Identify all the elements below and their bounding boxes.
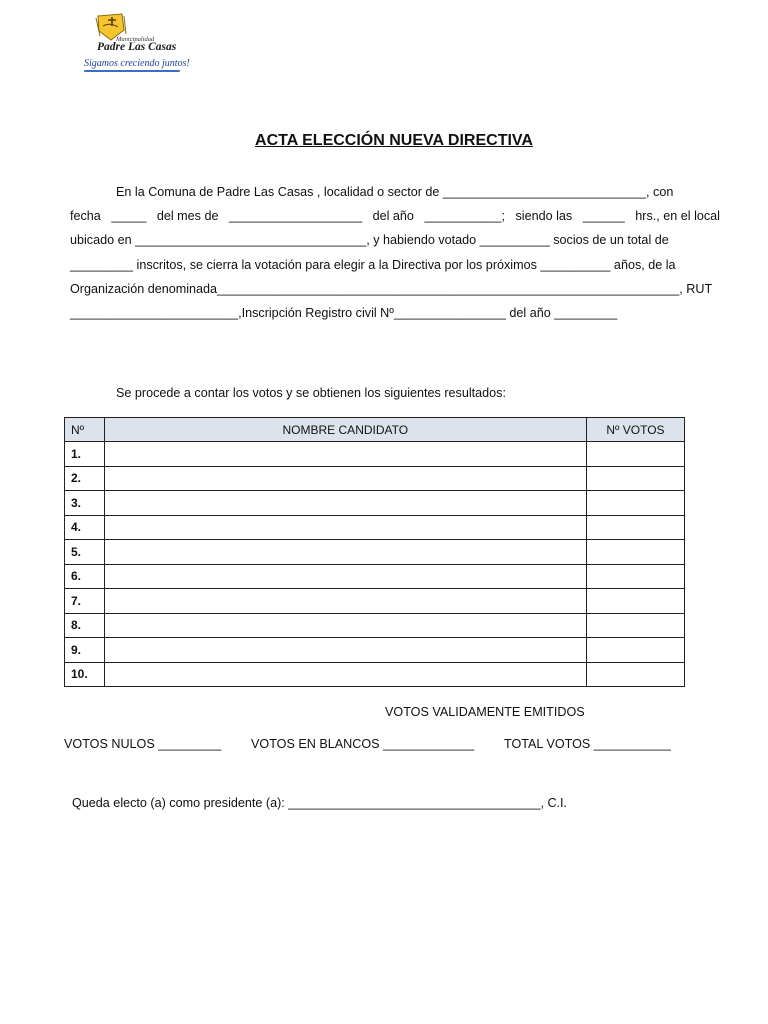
table-row (65, 442, 685, 467)
paragraph-line-3: ubicado en _________________________________, y habiendo votado __________ socios de un total de (70, 233, 669, 247)
paragraph-line-6: ________________________,Inscripción Registro civil Nº________________ del año _________ (70, 306, 618, 320)
logo-slogan-text: Sigamos creciendo juntos! (84, 58, 190, 69)
row-number: 3. (65, 491, 105, 516)
table-row (65, 589, 685, 614)
document-title: ACTA ELECCIÓN NUEVA DIRECTIVA (255, 132, 533, 149)
row-number: 1. (65, 442, 105, 467)
paragraph-line-4: _________ inscritos, se cierra la votación para elegir a la Directiva por los próximos __________ años, de la (70, 258, 676, 272)
row-number: 7. (65, 589, 105, 614)
location-label: hrs., en el local (635, 209, 720, 223)
table-row (65, 466, 685, 491)
year-label: del año (372, 209, 414, 223)
logo-municipality-text: Municipalidad (116, 36, 155, 43)
row-number: 5. (65, 540, 105, 565)
row-number: 10. (65, 662, 105, 687)
date-label: fecha (70, 209, 101, 223)
paragraph-line-1: En la Comuna de Padre Las Casas , localidad o sector de _____________________________, con (116, 185, 674, 199)
time-label: siendo las (515, 209, 573, 223)
blank-votes-field: VOTOS EN BLANCOS _____________ (251, 737, 475, 751)
table-row (65, 638, 685, 663)
candidate-name-cell[interactable] (104, 540, 586, 565)
candidate-name-cell[interactable] (104, 589, 586, 614)
header-votes: Nº VOTOS (586, 418, 684, 442)
candidate-name-cell[interactable] (104, 466, 586, 491)
logo-name-text: Padre Las Casas (97, 41, 177, 53)
president-elected-line: Queda electo (a) como presidente (a): ____________________________________, C.I. (72, 796, 568, 810)
votes-cell[interactable] (586, 515, 684, 540)
table-row (65, 662, 685, 687)
header-candidate-name: NOMBRE CANDIDATO (104, 418, 586, 442)
candidate-name-cell[interactable] (104, 515, 586, 540)
month-blank: ___________________ (229, 209, 363, 223)
null-votes-field: VOTOS NULOS _________ (64, 737, 222, 751)
votes-cell[interactable] (586, 638, 684, 663)
votes-cell[interactable] (586, 662, 684, 687)
year-blank: ___________; (424, 209, 505, 223)
valid-votes-label: VOTOS VALIDAMENTE EMITIDOS (385, 705, 585, 719)
table-row (65, 613, 685, 638)
header-number: Nº (65, 418, 105, 442)
votes-cell[interactable] (586, 466, 684, 491)
candidate-name-cell[interactable] (104, 491, 586, 516)
table-row (65, 564, 685, 589)
table-header-row (65, 418, 685, 442)
results-table (64, 417, 685, 687)
paragraph-line-5: Organización denominada__________________________________________________________________, RUT (70, 282, 713, 296)
candidate-name-cell[interactable] (104, 442, 586, 467)
votes-cell[interactable] (586, 564, 684, 589)
votes-cell[interactable] (586, 442, 684, 467)
candidate-name-cell[interactable] (104, 638, 586, 663)
table-row (65, 540, 685, 565)
candidate-name-cell[interactable] (104, 564, 586, 589)
candidate-name-cell[interactable] (104, 662, 586, 687)
paragraph-line-2 (70, 209, 720, 223)
votes-cell[interactable] (586, 491, 684, 516)
month-label: del mes de (156, 209, 219, 223)
table-row (65, 515, 685, 540)
logo-underline (84, 70, 180, 72)
table-row (65, 491, 685, 516)
row-number: 2. (65, 466, 105, 491)
row-number: 8. (65, 613, 105, 638)
candidate-name-cell[interactable] (104, 613, 586, 638)
row-number: 4. (65, 515, 105, 540)
votes-cell[interactable] (586, 589, 684, 614)
day-blank: _____ (111, 209, 147, 223)
time-blank: ______ (582, 209, 625, 223)
votes-cell[interactable] (586, 613, 684, 638)
results-intro: Se procede a contar los votos y se obtienen los siguientes resultados: (116, 386, 506, 400)
row-number: 6. (65, 564, 105, 589)
row-number: 9. (65, 638, 105, 663)
votes-cell[interactable] (586, 540, 684, 565)
total-votes-field: TOTAL VOTOS ___________ (504, 737, 671, 751)
